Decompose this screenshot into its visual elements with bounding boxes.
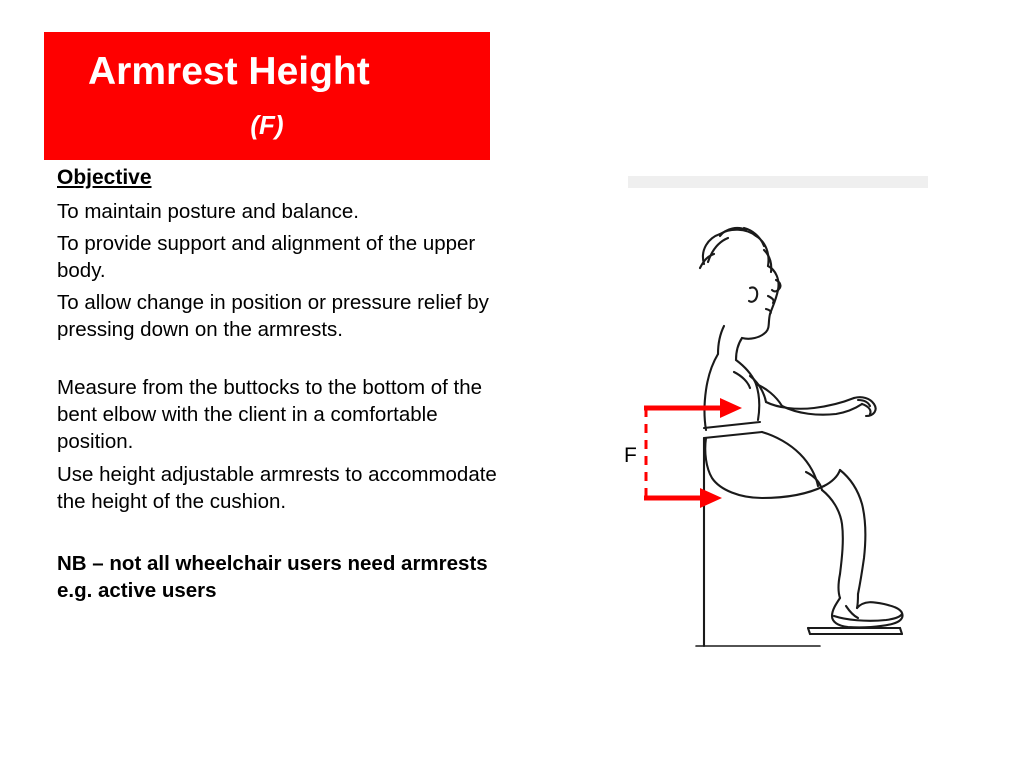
measurement-paragraph-2: Use height adjustable armrests to accommodate the height of the cushion. xyxy=(57,462,497,513)
paragraph-spacer-1 xyxy=(57,348,507,374)
objective-paragraph-2: To provide support and alignment of the upper body. xyxy=(57,232,476,283)
seated-person-svg xyxy=(600,176,1000,676)
page-subtitle: (F) xyxy=(250,110,284,140)
person-outline xyxy=(696,228,903,646)
note-text: NB – not all wheelchair users need armrests e.g. active users xyxy=(57,551,488,602)
title-banner xyxy=(44,32,490,160)
seated-person-diagram xyxy=(600,176,1000,676)
paragraph-spacer-2 xyxy=(57,520,507,550)
objective-paragraph-1: To maintain posture and balance. xyxy=(57,200,360,224)
scan-edge xyxy=(628,176,928,188)
objective-heading: Objective xyxy=(57,166,152,189)
objective-paragraph-3: To allow change in position or pressure relief by pressing down on the armrests. xyxy=(57,291,489,342)
measurement-paragraph-1: Measure from the buttocks to the bottom of the bent elbow with the client in a comfortable position. xyxy=(57,376,483,454)
dimension-label-f: F xyxy=(624,444,637,467)
page-title: Armrest Height xyxy=(88,50,370,93)
text-column xyxy=(57,166,507,604)
